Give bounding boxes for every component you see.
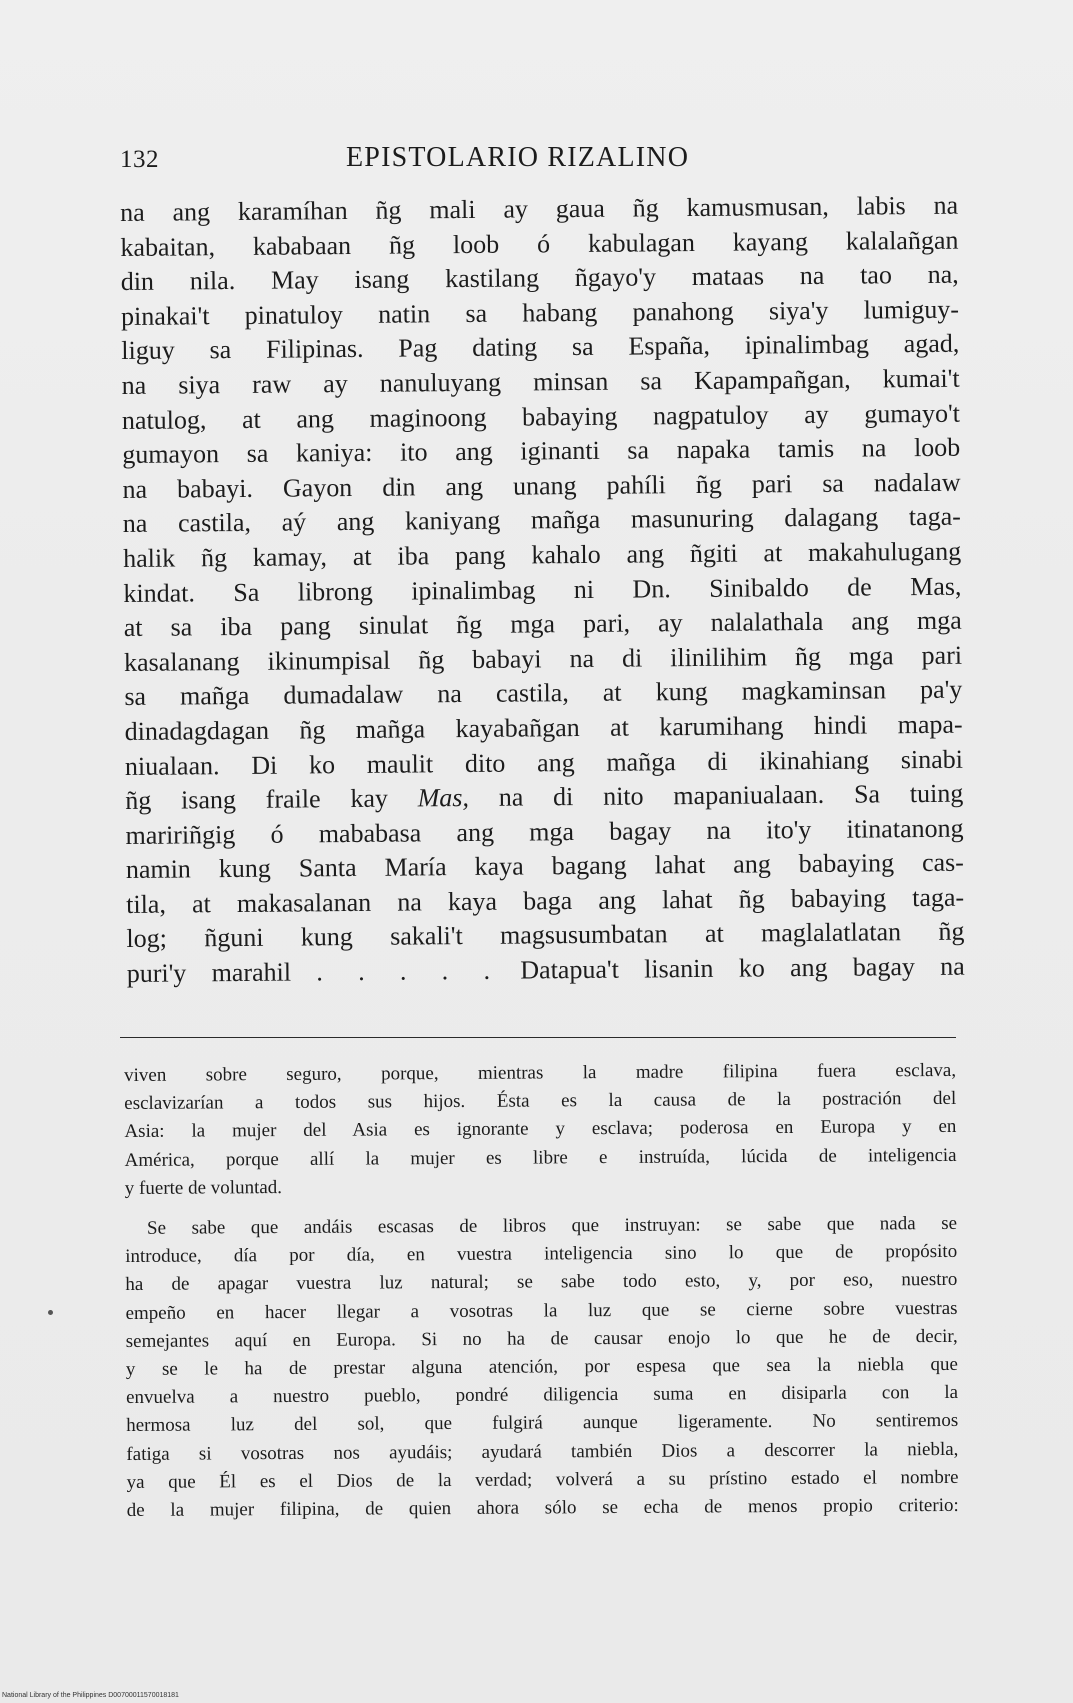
body-line: gumayon sa kaniya: ito ang iginanti sa napaka tamis na loob	[122, 432, 961, 470]
footnote-rule	[120, 1037, 956, 1038]
body-last-line	[127, 950, 965, 992]
last-line-end: Datapua't lisanin ko ang bagay na	[520, 951, 965, 985]
body-line: dinadagdagan ñg mañga kayabañgan at karumihang hindi mapa-	[124, 709, 963, 746]
page-number: 132	[120, 146, 159, 173]
footnote-line: y se le ha de prestar alguna atención, por espesa que sea la niebla que	[125, 1353, 958, 1381]
body-line: din nila. May isang kastilang ñgayo'y mataas na tao na,	[120, 259, 959, 297]
footnote-line: envuelva a nuestro pueblo, pondré diligencia suma en disiparla con la	[125, 1382, 959, 1409]
body-line: na ang karamíhan ñg mali ay gaua ñg kamusmusan, labis na	[120, 190, 959, 227]
body-line: liguy sa Filipinas. Pag dating sa España, ipinalimbag agad,	[121, 329, 960, 366]
body-line: na siya raw ay nanuluyang minsan sa Kapampañgan, kumai't	[121, 363, 960, 400]
footnote-line: hermosa luz del sol, que fulgirá aunque ligeramente. No sentiremos	[126, 1410, 959, 1437]
running-title: EPISTOLARIO RIZALINO	[346, 142, 690, 173]
italic-name: Mas,	[417, 783, 470, 813]
body-line: halik ñg kamay, at iba pang kahalo ang ñgiti at makahulugang	[123, 536, 962, 573]
body-line: na babayi. Gayon din ang unang pahíli ñg pari sa nadalaw	[122, 467, 961, 504]
footnote-line: fatiga si vosotras nos ayudáis; ayudará también Dios a descorrer la niebla,	[126, 1438, 959, 1465]
body-line: maririñgig ó mababasa ang mga bagay na ito'y itinatanong	[125, 813, 964, 850]
footnote-line: de la mujer filipina, de quien ahora sólo se echa de menos propio criterio:	[126, 1494, 959, 1522]
body-line: namin kung Santa María kaya bagang lahat ang babaying cas-	[125, 847, 964, 885]
footnote	[124, 1057, 959, 1537]
footnote-line: Asia: la mujer del Asia es ignorante y esclava; poderosa en Europa y en	[124, 1116, 957, 1143]
footnote-line: y fuerte de voluntad.	[124, 1176, 283, 1199]
body-text	[120, 189, 965, 992]
body-line: ñg isang fraile kay Mas, na di nito mapaniualaan. Sa tuing	[125, 778, 964, 816]
running-head	[120, 142, 960, 182]
footnote-line: esclavizarían a todos sus hijos. Ésta es la causa de la postración del	[124, 1088, 957, 1115]
footnote-paragraph-1	[124, 1057, 957, 1203]
body-line: at sa iba pang sinulat ñg mga pari, ay nalalathala ang mga	[123, 605, 962, 643]
footnote-line: América, porque allí la mujer es libre e instruída, lúcida de inteligencia	[124, 1144, 957, 1171]
ellipsis-dots: . . . . .	[316, 955, 496, 987]
library-stamp: National Library of the Philippines D00700011570018181	[2, 1692, 179, 1699]
footnote-paragraph-2	[125, 1210, 959, 1525]
last-line-start: puri'y marahil	[126, 957, 292, 989]
margin-mark	[48, 1310, 53, 1315]
body-line: kindat. Sa librong ipinalimbag ni Dn. Sinibaldo de Mas,	[123, 571, 962, 608]
body-line: natulog, at ang maginoong babaying nagpatuloy ay gumayo't	[121, 398, 961, 435]
body-line: pinakai't pinatuloy natin sa habang panahong siya'y lumiguy-	[120, 294, 960, 331]
footnote-line: introduce, día por día, en vuestra inteligencia sino lo que de propósito	[125, 1241, 958, 1268]
body-line: niualaan. Di ko maulit dito ang mañga di ikinahiang sinabi	[124, 744, 964, 781]
body-line: log; ñguni kung sakali't magsusumbatan at maglalatlatan ñg	[126, 917, 965, 954]
footnote-line: viven sobre seguro, porque, mientras la madre filipina fuera esclava,	[124, 1059, 957, 1086]
footnote-line: ya que Él es el Dios de la verdad; volverá a su prístino estado el nombre	[126, 1466, 959, 1493]
footnote-line: Se sabe que andáis escasas de libros que instruyan: se sabe que nada se	[146, 1212, 958, 1239]
body-line: na castila, aý ang kaniyang mañga masunuring dalagang taga-	[122, 502, 961, 539]
body-line: kabaitan, kababaan ñg loob ó kabulagan kayang kalalañgan	[120, 225, 959, 262]
body-line: tila, at makasalanan na kaya baga ang lahat ñg babaying taga-	[126, 882, 965, 919]
body-line: sa mañga dumadalaw na castila, at kung magkaminsan pa'y	[124, 674, 963, 712]
footnote-line: semejantes aquí en Europa. Si no ha de causar enojo lo que he de decir,	[125, 1325, 958, 1352]
footnote-line: empeño en hacer llegar a vosotras la luz que se cierne sobre vuestras	[125, 1297, 958, 1324]
footnote-line: ha de apagar vuestra luz natural; se sabe todo esto, y, por eso, nuestro	[125, 1269, 958, 1296]
body-line: kasalanang ikinumpisal ñg babayi na di ilinilihim ñg mga pari	[123, 640, 963, 677]
